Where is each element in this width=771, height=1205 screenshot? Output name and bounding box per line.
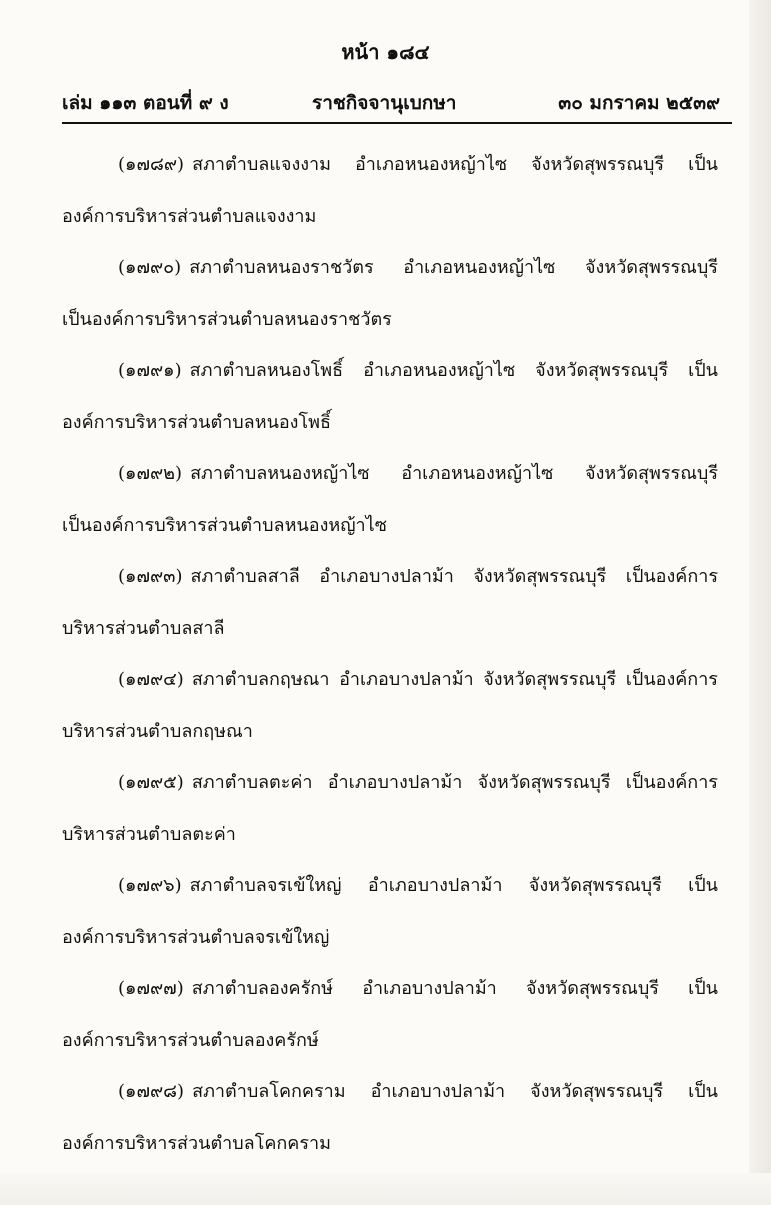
entry-number: (๑๗๙๗) [118,978,184,999]
page-number: หน้า ๑๘๔ [341,40,430,64]
entry-list [62,150,722,1180]
entry-number: (๑๗๙๒) [118,463,183,484]
entry-word: จังหวัดสุพรรณบุรี [585,257,718,278]
entry-number: (๑๗๙๘) [118,1081,185,1102]
entry-word: จังหวัดสุพรรณบุรี [473,566,607,587]
list-item [62,974,722,1077]
entry-continuation: เป็นองค์การบริหารส่วนตำบลหนองหญ้าไซ [62,515,387,536]
list-item [62,665,722,768]
entry-word: จังหวัดสุพรรณบุรี [535,360,669,381]
publication-date: ๓๐ มกราคม ๒๕๓๙ [558,92,720,114]
entry-word: สภาตำบลหนองราชวัตร [189,257,374,278]
entry-word: สภาตำบลโคกคราม [192,1081,346,1102]
entry-number: (๑๗๘๙) [118,154,185,175]
entry-lead [118,459,370,489]
entry-number: (๑๗๙๕) [118,772,184,793]
entry-word: สภาตำบลกฤษณา [191,669,330,690]
entry-continuation: องค์การบริหารส่วนตำบลโคกคราม [62,1133,331,1154]
entry-word: จังหวัดสุพรรณบุรี [530,1081,664,1102]
entry-first-line [118,150,718,180]
entry-lead [118,665,330,695]
entry-lead [118,974,333,1004]
entry-word: สภาตำบลจรเข้ใหญ่ [189,875,342,896]
entry-word: อำเภอบางปลาม้า [327,772,463,793]
list-item [62,562,722,665]
entry-word: เป็น [688,154,718,175]
entry-first-line [118,1077,718,1107]
entry-word: สภาตำบลหนองโพธิ์ [189,360,344,381]
entry-word: เป็น [688,360,718,381]
entry-first-line [118,459,718,489]
entry-word: อำเภอหนองหญ้าไซ [355,154,508,175]
list-item [62,871,722,974]
entry-word: จังหวัดสุพรรณบุรี [531,154,665,175]
entry-lead [118,871,342,901]
entry-word: เป็น [688,978,718,999]
list-item [62,356,722,459]
entry-continuation: บริหารส่วนตำบลตะค่า [62,824,236,845]
entry-continuation: องค์การบริหารส่วนตำบลแจงงาม [62,206,317,227]
entry-word: สภาตำบลแจงงาม [192,154,331,175]
entry-word: สภาตำบลองครักษ์ [191,978,334,999]
page-bottom-margin [0,1173,771,1205]
entry-word: อำเภอบางปลาม้า [362,978,497,999]
entry-word: จังหวัดสุพรรณบุรี [483,669,617,690]
entry-word: อำเภอหนองหญ้าไซ [401,463,554,484]
volume-issue: เล่ม ๑๑๓ ตอนที่ ๙ ง [62,92,229,114]
entry-word: สภาตำบลหนองหญ้าไซ [190,463,370,484]
entry-first-line [118,974,718,1004]
entry-continuation: องค์การบริหารส่วนตำบลหนองโพธิ์ [62,412,331,433]
entry-word: สภาตำบลสาลี [190,566,300,587]
entry-first-line [118,665,718,695]
entry-lead [118,253,374,283]
entry-first-line [118,562,718,592]
entry-word: เป็นองค์การ [625,669,718,690]
entry-word: อำเภอหนองหญ้าไซ [363,360,516,381]
entry-word: สภาตำบลตะค่า [191,772,313,793]
list-item [62,253,722,356]
entry-word: อำเภอบางปลาม้า [319,566,454,587]
header-rule [62,122,732,124]
entry-lead [118,768,313,798]
entry-first-line [118,768,718,798]
entry-first-line [118,356,718,386]
entry-word: เป็นองค์การ [625,566,718,587]
entry-word: อำเภอบางปลาม้า [339,669,474,690]
entry-continuation: บริหารส่วนตำบลสาลี [62,618,225,639]
list-item [62,1077,722,1180]
page-edge-shadow [749,0,771,1205]
entry-continuation: องค์การบริหารส่วนตำบลจรเข้ใหญ่ [62,927,330,948]
entry-number: (๑๗๙๖) [118,875,182,896]
entry-word: อำเภอหนองหญ้าไซ [403,257,556,278]
list-item [62,768,722,871]
entry-word: จังหวัดสุพรรณบุรี [528,875,662,896]
entry-lead [118,356,343,386]
entry-number: (๑๗๙๔) [118,669,184,690]
list-item [62,459,722,562]
entry-word: จังหวัดสุพรรณบุรี [525,978,659,999]
entry-word: อำเภอบางปลาม้า [367,875,503,896]
entry-word: อำเภอบางปลาม้า [370,1081,506,1102]
entry-number: (๑๗๙๑) [118,360,182,381]
entry-continuation: บริหารส่วนตำบลกฤษณา [62,721,253,742]
entry-word: จังหวัดสุพรรณบุรี [585,463,718,484]
entry-first-line [118,871,718,901]
entry-first-line [118,253,718,283]
publication-title: ราชกิจจานุเบกษา [312,92,457,114]
entry-continuation: เป็นองค์การบริหารส่วนตำบลหนองราชวัตร [62,309,392,330]
entry-lead [118,562,300,592]
entry-word: จังหวัดสุพรรณบุรี [477,772,611,793]
entry-number: (๑๗๙๐) [118,257,182,278]
entry-continuation: องค์การบริหารส่วนตำบลองครักษ์ [62,1030,319,1051]
entry-number: (๑๗๙๓) [118,566,183,587]
running-header [62,88,732,118]
entry-word: เป็น [688,875,718,896]
entry-lead [118,150,331,180]
entry-lead [118,1077,346,1107]
entry-word: เป็นองค์การ [625,772,718,793]
list-item [62,150,722,253]
entry-word: เป็น [688,1081,718,1102]
